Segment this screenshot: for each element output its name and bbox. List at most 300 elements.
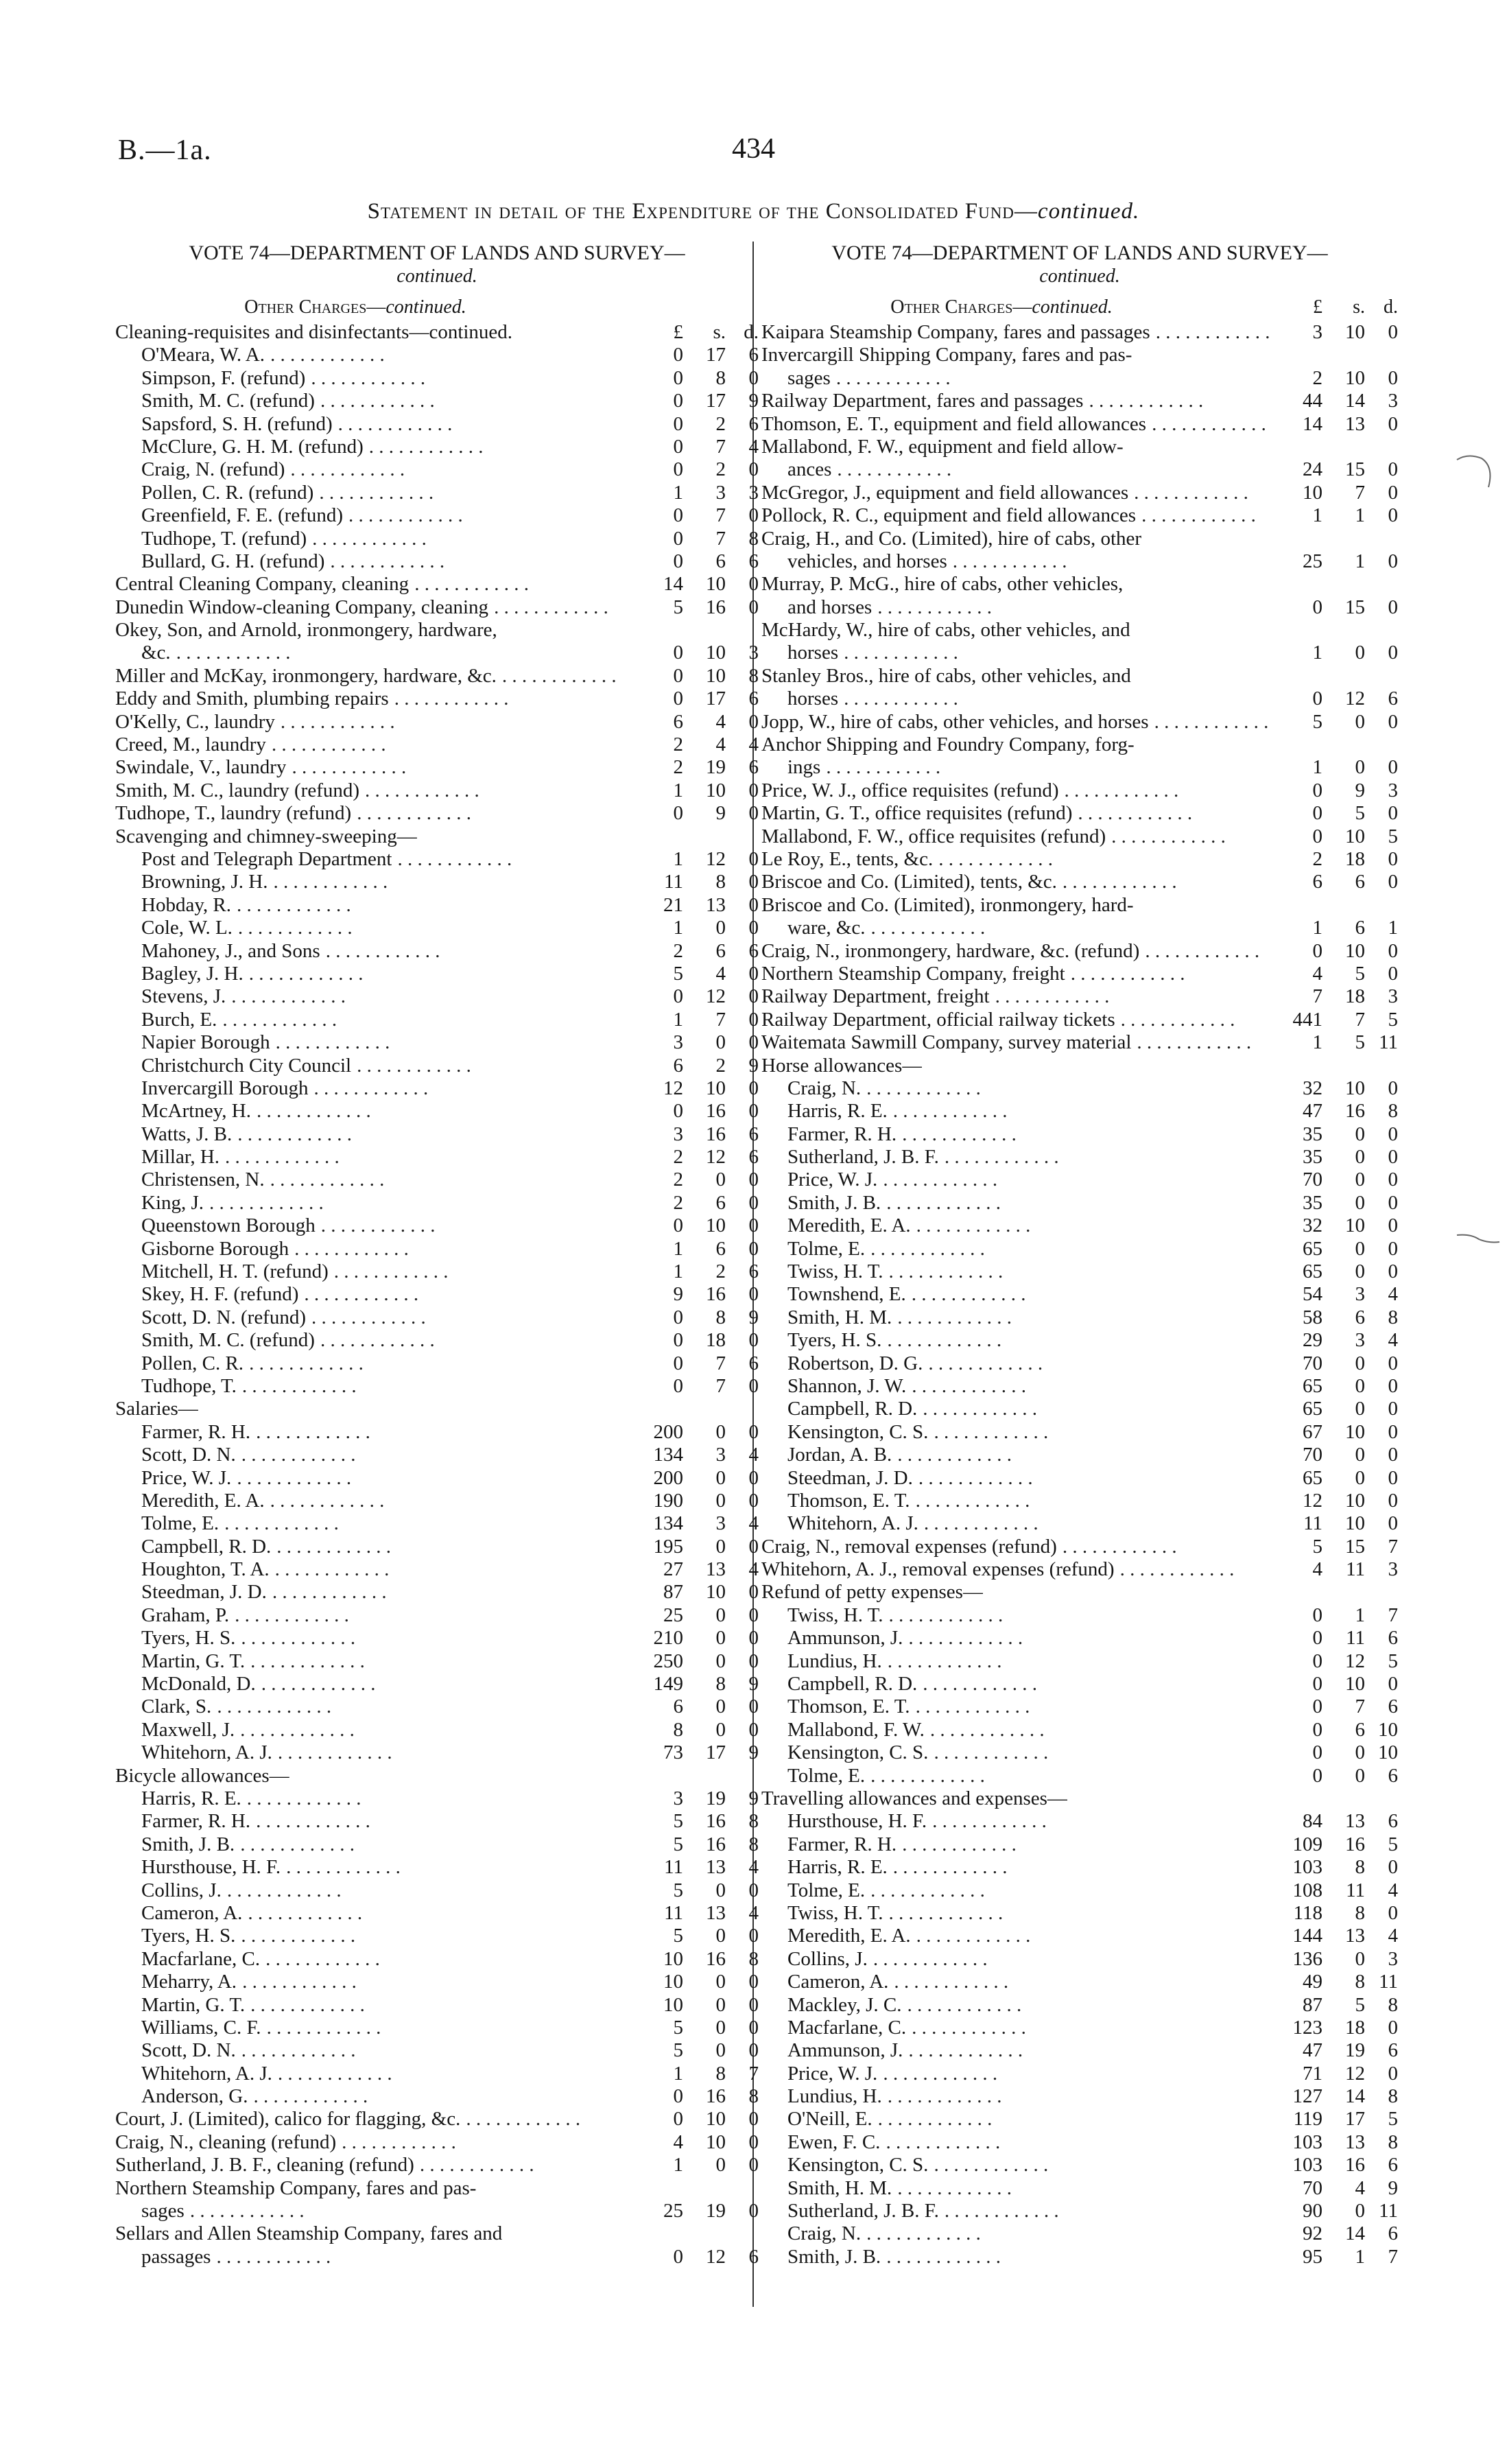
left-other-charges-continued: continued. <box>385 296 466 318</box>
right-ledger-row <box>761 528 1398 550</box>
left-ledger-row <box>115 688 759 710</box>
left-ledger-row <box>115 1329 759 1352</box>
statement-title <box>0 199 1507 224</box>
right-head-pounds: £ <box>1313 296 1322 318</box>
right-row-pence: 8 <box>1388 1306 1398 1328</box>
left-row-pence: 6 <box>748 1260 759 1283</box>
right-ledger-row <box>761 871 1398 893</box>
right-row-shillings: 0 <box>1355 1123 1365 1145</box>
right-ledger-row <box>761 1696 1398 1718</box>
right-ledger-row <box>761 1283 1398 1306</box>
left-row-pounds: 134 <box>653 1512 683 1535</box>
left-row-pounds: 0 <box>673 550 683 572</box>
right-row-shillings: 13 <box>1345 412 1365 435</box>
leader-dots: . . . . . . . . . . . . <box>883 2062 998 2085</box>
right-row-pounds: 127 <box>1292 2085 1322 2108</box>
left-row-label: Sapsford, S. H. (refund) <box>141 412 333 435</box>
left-row-shillings: 0 <box>715 1169 726 1191</box>
right-row-label: Shannon, J. W. <box>787 1374 907 1397</box>
right-row-pence: 11 <box>1379 1971 1398 1993</box>
left-row-pence: 6 <box>748 756 759 779</box>
right-ledger-row <box>761 1925 1398 1947</box>
left-row-pence: 6 <box>748 688 759 710</box>
right-vote-title: VOTE 74—DEPARTMENT OF LANDS AND SURVEY— <box>831 242 1328 264</box>
left-ledger-row <box>115 1146 759 1169</box>
left-row-label: Tyers, H. S. <box>141 1627 236 1650</box>
left-ledger-row <box>115 1994 759 2017</box>
leader-dots: . . . . . . . . . . . . <box>897 1306 1012 1328</box>
right-row-label: Steedman, J. D. <box>787 1466 913 1489</box>
leader-dots: . . . . . . . . . . . . <box>397 847 512 870</box>
left-row-pounds: 12 <box>663 1077 683 1099</box>
leader-dots: . . . . . . . . . . . . <box>217 1696 332 1718</box>
right-ledger-row <box>761 894 1398 917</box>
left-row-shillings: 12 <box>706 2245 726 2268</box>
left-row-pence: 0 <box>748 710 759 733</box>
left-row-pounds: 0 <box>673 412 683 435</box>
leader-dots: . . . . . . . . . . . . <box>923 1398 1038 1420</box>
right-ledger-row <box>761 1100 1398 1123</box>
left-row-pence: 0 <box>748 1971 759 1993</box>
left-row-pence: 0 <box>748 1489 759 1512</box>
leader-dots: . . . . . . . . . . . . <box>837 458 952 481</box>
left-row-pence: 0 <box>748 596 759 618</box>
right-row-pounds: 3 <box>1312 321 1322 343</box>
left-ledger-row <box>115 1719 759 1741</box>
left-ledger-row <box>115 2131 759 2154</box>
leader-dots: . . . . . . . . . . . . <box>311 366 426 389</box>
leader-dots: . . . . . . . . . . . . <box>319 481 434 504</box>
leader-dots: . . . . . . . . . . . . <box>270 1489 385 1512</box>
right-row-pence: 8 <box>1388 2131 1398 2153</box>
leader-dots: . . . . . . . . . . . . <box>907 1993 1022 2016</box>
left-ledger-row <box>115 642 759 664</box>
left-vote-continued: continued. <box>396 266 477 287</box>
left-row-label: Smith, M. C. (refund) <box>141 390 315 412</box>
right-row-shillings: 19 <box>1345 2039 1365 2062</box>
left-row-pounds: 3 <box>673 1031 683 1054</box>
left-row-label: Post and Telegraph Department <box>141 847 392 870</box>
right-row-label: horses <box>787 688 839 710</box>
leader-dots: . . . . . . . . . . . . <box>365 779 479 801</box>
left-row-shillings: 13 <box>706 1856 726 1879</box>
left-row-label: Meharry, A. <box>141 1971 237 1993</box>
left-row-pence: 0 <box>748 962 759 985</box>
right-row-label: Farmer, R. H. <box>787 1833 897 1855</box>
right-row-shillings: 10 <box>1345 1420 1365 1443</box>
right-row-pence: 6 <box>1388 2222 1398 2245</box>
left-row-pounds: 3 <box>673 1123 683 1145</box>
left-row-shillings: 7 <box>715 527 726 550</box>
right-ledger-row <box>761 1810 1398 1833</box>
right-row-label: Twiss, H. T. <box>787 1604 883 1626</box>
right-row-label: Smith, H. M. <box>787 2176 892 2199</box>
left-row-label: Houghton, T. A. <box>141 1558 270 1581</box>
left-row-pence: 8 <box>748 1810 759 1833</box>
right-row-label: Tolme, E. <box>787 1237 866 1260</box>
left-row-pence: 4 <box>748 435 759 458</box>
left-row-label: Craig, N. (refund) <box>141 458 285 481</box>
right-row-label: Thomson, E. T., equipment and field allowances <box>761 412 1147 435</box>
leader-dots: . . . . . . . . . . . . <box>280 710 395 733</box>
left-head-shillings: s. <box>713 321 726 343</box>
left-ledger-row <box>115 1879 759 1902</box>
left-ledger-row <box>115 1398 759 1420</box>
leader-dots: . . . . . . . . . . . . <box>826 756 941 779</box>
left-ledger-row <box>115 367 759 390</box>
right-row-pence: 0 <box>1388 642 1398 664</box>
leader-dots: . . . . . . . . . . . . <box>897 2176 1012 2199</box>
right-row-shillings: 12 <box>1345 688 1365 710</box>
left-row-pence: 3 <box>748 642 759 664</box>
left-row-shillings: 10 <box>706 1581 726 1604</box>
leader-dots: . . . . . . . . . . . . <box>866 1077 981 1099</box>
leader-dots: . . . . . . . . . . . . <box>357 1054 471 1077</box>
right-row-pence: 0 <box>1388 481 1398 504</box>
left-ledger-row <box>115 871 759 893</box>
right-row-label: Craig, N. <box>787 1077 862 1099</box>
right-row-label: McGregor, J., equipment and field allowances <box>761 481 1129 504</box>
leader-dots: . . . . . . . . . . . . <box>877 2108 993 2131</box>
left-ledger-row <box>115 1512 759 1535</box>
left-row-label: Maxwell, J. <box>141 1718 235 1741</box>
right-row-pounds: 2 <box>1312 366 1322 389</box>
left-row-pounds: 0 <box>673 366 683 389</box>
right-row-pounds: 441 <box>1292 1008 1322 1031</box>
right-row-label: Waitemata Sawmill Company, survey material <box>761 1031 1132 1054</box>
leader-dots: . . . . . . . . . . . . <box>501 664 617 687</box>
right-row-shillings: 0 <box>1355 1146 1365 1169</box>
right-row-pence: 0 <box>1388 1191 1398 1214</box>
right-ledger-row <box>761 2085 1398 2108</box>
left-row-pounds: 87 <box>663 1581 683 1604</box>
left-row-pounds: 0 <box>673 527 683 550</box>
right-ledger-row <box>761 1604 1398 1627</box>
left-row-pounds: 10 <box>663 1947 683 1970</box>
right-row-label: Price, W. J., office requisites (refund) <box>761 779 1059 801</box>
leader-dots: . . . . . . . . . . . . <box>368 435 484 458</box>
right-row-pence: 0 <box>1388 596 1398 618</box>
left-row-shillings: 0 <box>715 2016 726 2039</box>
left-row-label: Steedman, J. D. <box>141 1581 267 1604</box>
leader-dots: . . . . . . . . . . . . <box>886 2245 1001 2268</box>
right-row-label: Sutherland, J. B. F. <box>787 2200 939 2222</box>
right-row-shillings: 17 <box>1345 2108 1365 2131</box>
right-ledger-row <box>761 985 1398 1008</box>
left-ledger-row <box>115 848 759 871</box>
left-row-shillings: 8 <box>715 871 726 893</box>
left-row-pounds: 2 <box>673 1191 683 1214</box>
left-row-pounds: 1 <box>673 1008 683 1031</box>
right-row-label: ings <box>787 756 821 779</box>
right-row-shillings: 0 <box>1355 2200 1365 2222</box>
leader-dots: . . . . . . . . . . . . <box>888 1260 1004 1283</box>
leader-dots: . . . . . . . . . . . . <box>241 1627 356 1650</box>
right-ledger-row <box>761 1123 1398 1146</box>
leader-dots: . . . . . . . . . . . . <box>870 1237 985 1260</box>
right-row-pounds: 1 <box>1312 642 1322 664</box>
right-row-label: and horses <box>787 596 873 618</box>
left-ledger-row <box>115 985 759 1008</box>
leader-dots: . . . . . . . . . . . . <box>995 985 1110 1008</box>
left-row-pence: 0 <box>748 1008 759 1031</box>
right-row-pounds: 47 <box>1303 2039 1322 2062</box>
left-row-pence: 4 <box>748 1444 759 1466</box>
leader-dots: . . . . . . . . . . . . <box>241 2039 356 2062</box>
right-row-pounds: 70 <box>1303 1444 1322 1466</box>
left-row-pounds: 5 <box>673 962 683 985</box>
left-row-label: Whitehorn, A. J. <box>141 1741 272 1764</box>
left-row-shillings: 7 <box>715 1008 726 1031</box>
left-row-shillings: 6 <box>715 1191 726 1214</box>
leader-dots: . . . . . . . . . . . . <box>888 1604 1004 1626</box>
right-ledger-row <box>761 1833 1398 1856</box>
right-ledger-row <box>761 2222 1398 2245</box>
right-row-label: Sutherland, J. B. F. <box>787 1146 939 1169</box>
right-ledger-row <box>761 1673 1398 1696</box>
right-row-shillings: 1 <box>1355 2245 1365 2268</box>
right-row-shillings: 0 <box>1355 1260 1365 1283</box>
leader-dots: . . . . . . . . . . . . <box>938 847 1053 870</box>
left-row-label: Martin, G. T. <box>141 1993 246 2016</box>
leader-dots: . . . . . . . . . . . . <box>237 1123 352 1145</box>
left-row-label: Swindale, V., laundry <box>115 756 287 779</box>
leader-dots: . . . . . . . . . . . . <box>320 1329 435 1352</box>
left-row-pounds: 9 <box>673 1283 683 1306</box>
left-row-pence: 0 <box>748 1031 759 1054</box>
right-ledger-row <box>761 1650 1398 1673</box>
right-row-shillings: 14 <box>1345 2222 1365 2245</box>
right-other-charges-text: Other Charges— <box>890 296 1032 318</box>
left-ledger-row <box>115 1421 759 1444</box>
right-ledger-row <box>761 1169 1398 1191</box>
left-row-shillings: 10 <box>706 573 726 596</box>
right-row-shillings: 15 <box>1345 596 1365 618</box>
leader-dots: . . . . . . . . . . . . <box>176 642 291 664</box>
left-row-pounds: 0 <box>673 642 683 664</box>
right-row-pence: 0 <box>1388 1237 1398 1260</box>
leader-dots: . . . . . . . . . . . . <box>897 1444 1012 1466</box>
right-ledger-row <box>761 756 1398 779</box>
left-row-shillings: 9 <box>715 802 726 825</box>
left-row-pence: 0 <box>748 985 759 1008</box>
leader-dots: . . . . . . . . . . . . <box>241 1444 356 1466</box>
right-row-label: vehicles, and horses <box>787 550 947 572</box>
left-row-label: Court, J. (Limited), calico for flagging, &c. <box>115 2108 461 2131</box>
right-row-pence: 4 <box>1388 1329 1398 1352</box>
leader-dots: . . . . . . . . . . . . <box>231 985 346 1008</box>
right-row-label: Whitehorn, A. J., removal expenses (refund) <box>761 1558 1115 1581</box>
left-row-label: Bagley, J. H. <box>141 962 244 985</box>
right-row-label: Murray, P. McG., hire of cabs, other vehicles, <box>761 573 1124 596</box>
right-row-label: horses <box>787 642 839 664</box>
right-row-shillings: 18 <box>1345 985 1365 1008</box>
right-row-label: Harris, R. E. <box>787 1100 888 1123</box>
right-row-shillings: 0 <box>1355 1374 1365 1397</box>
left-row-shillings: 0 <box>715 1604 726 1626</box>
right-row-pence: 10 <box>1378 1718 1398 1741</box>
right-ledger-row <box>761 1009 1398 1031</box>
right-row-pence: 0 <box>1388 710 1398 733</box>
right-row-label: Stanley Bros., hire of cabs, other vehicles, and <box>761 664 1131 687</box>
leader-dots: . . . . . . . . . . . . <box>286 1856 401 1879</box>
left-row-pence: 0 <box>748 1100 759 1123</box>
right-row-pence: 1 <box>1388 917 1398 939</box>
right-row-pence: 6 <box>1388 688 1398 710</box>
left-ledger-row <box>115 1833 759 1856</box>
leader-dots: . . . . . . . . . . . . <box>873 1947 988 1970</box>
left-row-label: Tudhope, T., laundry (refund) <box>115 802 352 825</box>
right-row-shillings: 3 <box>1355 1329 1365 1352</box>
left-ledger-row <box>115 779 759 802</box>
right-row-label: Craig, H., and Co. (Limited), hire of cabs, other <box>761 527 1142 550</box>
left-row-pounds: 0 <box>673 435 683 458</box>
right-row-shillings: 16 <box>1345 1100 1365 1123</box>
left-row-shillings: 10 <box>706 779 726 801</box>
left-ledger-row <box>115 1765 759 1787</box>
left-row-pence: 0 <box>748 504 759 527</box>
left-row-shillings: 2 <box>715 1054 726 1077</box>
left-row-label: Hobday, R. <box>141 893 232 916</box>
right-row-pounds: 109 <box>1292 1833 1322 1855</box>
left-ledger-row <box>115 1810 759 1833</box>
leader-dots: . . . . . . . . . . . . <box>916 1215 1031 1237</box>
right-row-pence: 5 <box>1388 2108 1398 2131</box>
left-row-pence: 0 <box>748 1993 759 2016</box>
right-row-pence: 0 <box>1388 412 1398 435</box>
left-row-label: Pollen, C. R. <box>141 1352 244 1374</box>
left-row-shillings: 10 <box>706 1215 726 1237</box>
right-row-pence: 0 <box>1388 1420 1398 1443</box>
right-ledger-row <box>761 642 1398 664</box>
right-row-label: Kensington, C. S. <box>787 1741 929 1764</box>
leader-dots: . . . . . . . . . . . . <box>1064 779 1179 801</box>
right-ledger-row <box>761 2200 1398 2222</box>
left-row-shillings: 3 <box>715 1512 726 1535</box>
right-ledger-row <box>761 1055 1398 1077</box>
left-row-pounds: 11 <box>664 871 683 893</box>
leader-dots: . . . . . . . . . . . . <box>892 1856 1008 1879</box>
right-row-pounds: 119 <box>1293 2108 1322 2131</box>
left-row-label: Macfarlane, C. <box>141 1947 261 1970</box>
left-row-pence: 4 <box>748 1558 759 1581</box>
left-row-pounds: 190 <box>653 1489 683 1512</box>
left-row-label: McClure, G. H. M. (refund) <box>141 435 364 458</box>
leader-dots: . . . . . . . . . . . . <box>887 1650 1002 1672</box>
left-row-pence: 3 <box>748 481 759 504</box>
leader-dots: . . . . . . . . . . . . <box>311 1306 426 1328</box>
right-row-shillings: 0 <box>1355 1741 1365 1764</box>
right-ledger-row <box>761 2017 1398 2039</box>
leader-dots: . . . . . . . . . . . . <box>419 2154 534 2176</box>
right-row-label: Refund of petty expenses— <box>761 1581 983 1604</box>
right-row-pounds: 44 <box>1303 390 1322 412</box>
right-row-shillings: 13 <box>1345 2131 1365 2153</box>
right-ledger-row <box>761 458 1398 481</box>
right-row-label: Whitehorn, A. J. <box>787 1512 918 1535</box>
left-ledger-row <box>115 1352 759 1375</box>
right-ledger-row <box>761 1741 1398 1764</box>
right-row-pence: 0 <box>1388 2062 1398 2085</box>
right-row-pence: 0 <box>1388 1146 1398 1169</box>
left-row-shillings: 0 <box>715 1696 726 1718</box>
left-row-shillings: 0 <box>715 1535 726 1558</box>
left-row-pence: 0 <box>748 2016 759 2039</box>
right-row-pence: 0 <box>1388 1123 1398 1145</box>
right-ledger-row <box>761 1375 1398 1398</box>
right-row-label: Campbell, R. D. <box>787 1398 918 1420</box>
left-row-pence: 0 <box>748 917 759 939</box>
leader-dots: . . . . . . . . . . . . <box>1111 825 1226 847</box>
right-ledger-row <box>761 734 1398 756</box>
leader-dots: . . . . . . . . . . . . <box>915 1696 1030 1718</box>
left-ledger-row <box>115 2085 759 2108</box>
left-ledger-row <box>115 1055 759 1077</box>
left-row-label: Okey, Son, and Arnold, ironmongery, hardware, <box>115 619 497 642</box>
left-row-shillings: 7 <box>715 1374 726 1397</box>
left-row-label: Stevens, J. <box>141 985 226 1008</box>
leader-dots: . . . . . . . . . . . . <box>908 1627 1023 1650</box>
left-row-shillings: 6 <box>715 939 726 962</box>
right-row-label: O'Neill, E. <box>787 2108 873 2131</box>
right-row-shillings: 4 <box>1355 2176 1365 2199</box>
left-ledger-row <box>115 321 759 344</box>
right-other-charges-continued: continued. <box>1032 296 1113 318</box>
right-row-shillings: 0 <box>1355 710 1365 733</box>
right-ledger-row <box>761 1192 1398 1215</box>
left-row-label: passages <box>141 2245 211 2268</box>
left-ledger-row <box>115 1009 759 1031</box>
left-row-pounds: 149 <box>653 1673 683 1696</box>
right-row-shillings: 0 <box>1355 1444 1365 1466</box>
right-row-label: Mallabond, F. W., equipment and field allow- <box>761 435 1124 458</box>
right-row-pounds: 90 <box>1303 2200 1322 2222</box>
right-row-shillings: 9 <box>1355 779 1365 801</box>
leader-dots: . . . . . . . . . . . . <box>275 1031 390 1054</box>
right-row-pounds: 0 <box>1312 1673 1322 1696</box>
leader-dots: . . . . . . . . . . . . <box>292 756 407 779</box>
right-row-label: Lundius, H. <box>787 1650 882 1672</box>
left-row-label: Creed, M., laundry <box>115 734 266 756</box>
right-row-pounds: 70 <box>1303 2176 1322 2199</box>
right-row-pounds: 144 <box>1292 1925 1322 1947</box>
left-ledger-row <box>115 458 759 481</box>
leader-dots: . . . . . . . . . . . . <box>337 412 453 435</box>
right-row-pounds: 0 <box>1312 688 1322 710</box>
left-row-label: O'Meara, W. A. <box>141 344 265 366</box>
right-ledger-row <box>761 963 1398 985</box>
leader-dots: . . . . . . . . . . . . <box>313 1077 429 1099</box>
right-column <box>761 240 1398 2268</box>
left-row-shillings: 16 <box>706 1123 726 1145</box>
right-row-pounds: 0 <box>1312 1696 1322 1718</box>
right-row-shillings: 1 <box>1355 1604 1365 1626</box>
leader-dots: . . . . . . . . . . . . <box>1145 939 1260 962</box>
left-row-shillings: 0 <box>715 1718 726 1741</box>
leader-dots: . . . . . . . . . . . . <box>952 550 1067 572</box>
right-row-shillings: 14 <box>1345 390 1365 412</box>
leader-dots: . . . . . . . . . . . . <box>209 1191 324 1214</box>
right-row-label: Railway Department, freight <box>761 985 990 1008</box>
left-ledger-row <box>115 1696 759 1718</box>
right-row-pounds: 35 <box>1303 1123 1322 1145</box>
right-row-shillings: 0 <box>1355 1191 1365 1214</box>
right-row-pence: 0 <box>1388 2016 1398 2039</box>
left-row-label: Martin, G. T. <box>141 1650 246 1672</box>
right-ledger-row <box>761 1787 1398 1810</box>
leader-dots: . . . . . . . . . . . . <box>333 1260 449 1283</box>
right-row-label: Kensington, C. S. <box>787 1420 929 1443</box>
